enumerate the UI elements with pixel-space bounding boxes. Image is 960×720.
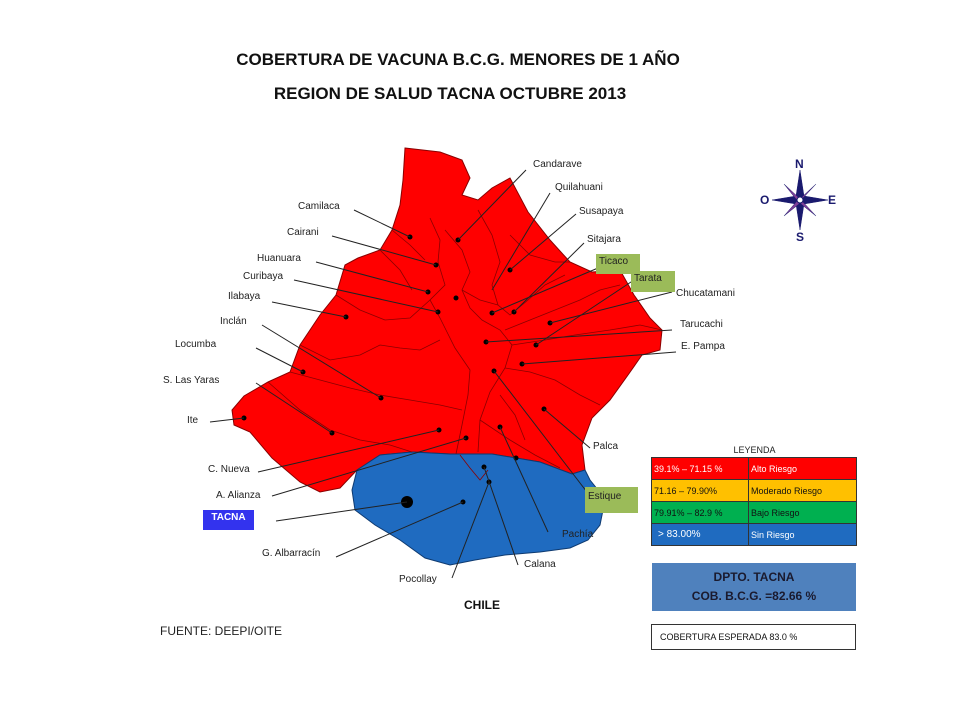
legend-range: > 83.00%	[652, 524, 749, 546]
label-susapaya: Susapaya	[579, 206, 624, 217]
legend-row	[652, 502, 857, 524]
source-note: FUENTE: DEEPI/OITE	[160, 624, 283, 638]
legend-row	[652, 524, 857, 546]
label-calana: Calana	[524, 559, 556, 570]
label-c-nueva: C. Nueva	[208, 464, 250, 475]
expected-coverage: COBERTURA ESPERADA 83.0 %	[651, 624, 856, 650]
summary-line-2: COB. B.C.G. =82.66 %	[691, 589, 817, 603]
label-g-albarracin: G. Albarracín	[262, 548, 321, 559]
label-tacna: TACNA	[203, 510, 254, 530]
compass-s: S	[796, 230, 805, 244]
label-huanuara: Huanuara	[257, 253, 301, 264]
legend-label: Alto Riesgo	[749, 458, 857, 480]
label-candarave: Candarave	[533, 159, 582, 170]
label-s-las-yaras: S. Las Yaras	[163, 375, 220, 386]
label-camilaca: Camilaca	[298, 201, 340, 212]
label-inclan: Inclán	[220, 316, 247, 327]
label-chile: CHILE	[464, 598, 500, 612]
label-palca: Palca	[593, 441, 619, 452]
label-locumba: Locumba	[175, 339, 217, 350]
label-estique: Estique	[585, 487, 638, 513]
label-sitajara: Sitajara	[587, 234, 621, 245]
compass-rose	[760, 157, 836, 244]
legend-row	[652, 480, 857, 502]
summary-line-1: DPTO. TACNA	[713, 570, 795, 584]
legend-label: Moderado Riesgo	[749, 480, 857, 502]
label-cairani: Cairani	[287, 227, 319, 238]
legend-label: Bajo Riesgo	[749, 502, 857, 524]
label-pocollay: Pocollay	[399, 574, 437, 585]
legend-label: Sin Riesgo	[749, 524, 857, 546]
label-ite: Ite	[187, 415, 199, 426]
label-curibaya: Curibaya	[243, 271, 284, 282]
label-pachia: Pachía	[562, 529, 594, 540]
compass-o: O	[760, 193, 770, 207]
label-a-alianza: A. Alianza	[216, 490, 261, 501]
label-e-pampa: E. Pampa	[681, 341, 725, 352]
title-line-2: REGION DE SALUD TACNA OCTUBRE 2013	[273, 84, 627, 103]
legend-title: LEYENDA	[733, 445, 776, 455]
label-tarata: Tarata	[631, 271, 675, 292]
legend-row	[652, 458, 857, 480]
legend-range: 39.1% – 71.15 %	[652, 458, 749, 480]
department-summary	[652, 563, 856, 611]
label-ticaco: Ticaco	[596, 254, 640, 274]
title-line-1: COBERTURA DE VACUNA B.C.G. MENORES DE 1 AÑO	[236, 50, 680, 69]
compass-e: E	[828, 193, 837, 207]
compass-n: N	[795, 157, 804, 171]
legend-table	[651, 457, 857, 546]
label-tarucachi: Tarucachi	[680, 319, 723, 330]
legend-range: 71.16 – 79.90%	[652, 480, 749, 502]
label-quilahuani: Quilahuani	[555, 182, 603, 193]
label-ilabaya: Ilabaya	[228, 291, 261, 302]
legend-range: 79.91% – 82.9 %	[652, 502, 749, 524]
label-chucatamani: Chucatamani	[676, 288, 735, 299]
